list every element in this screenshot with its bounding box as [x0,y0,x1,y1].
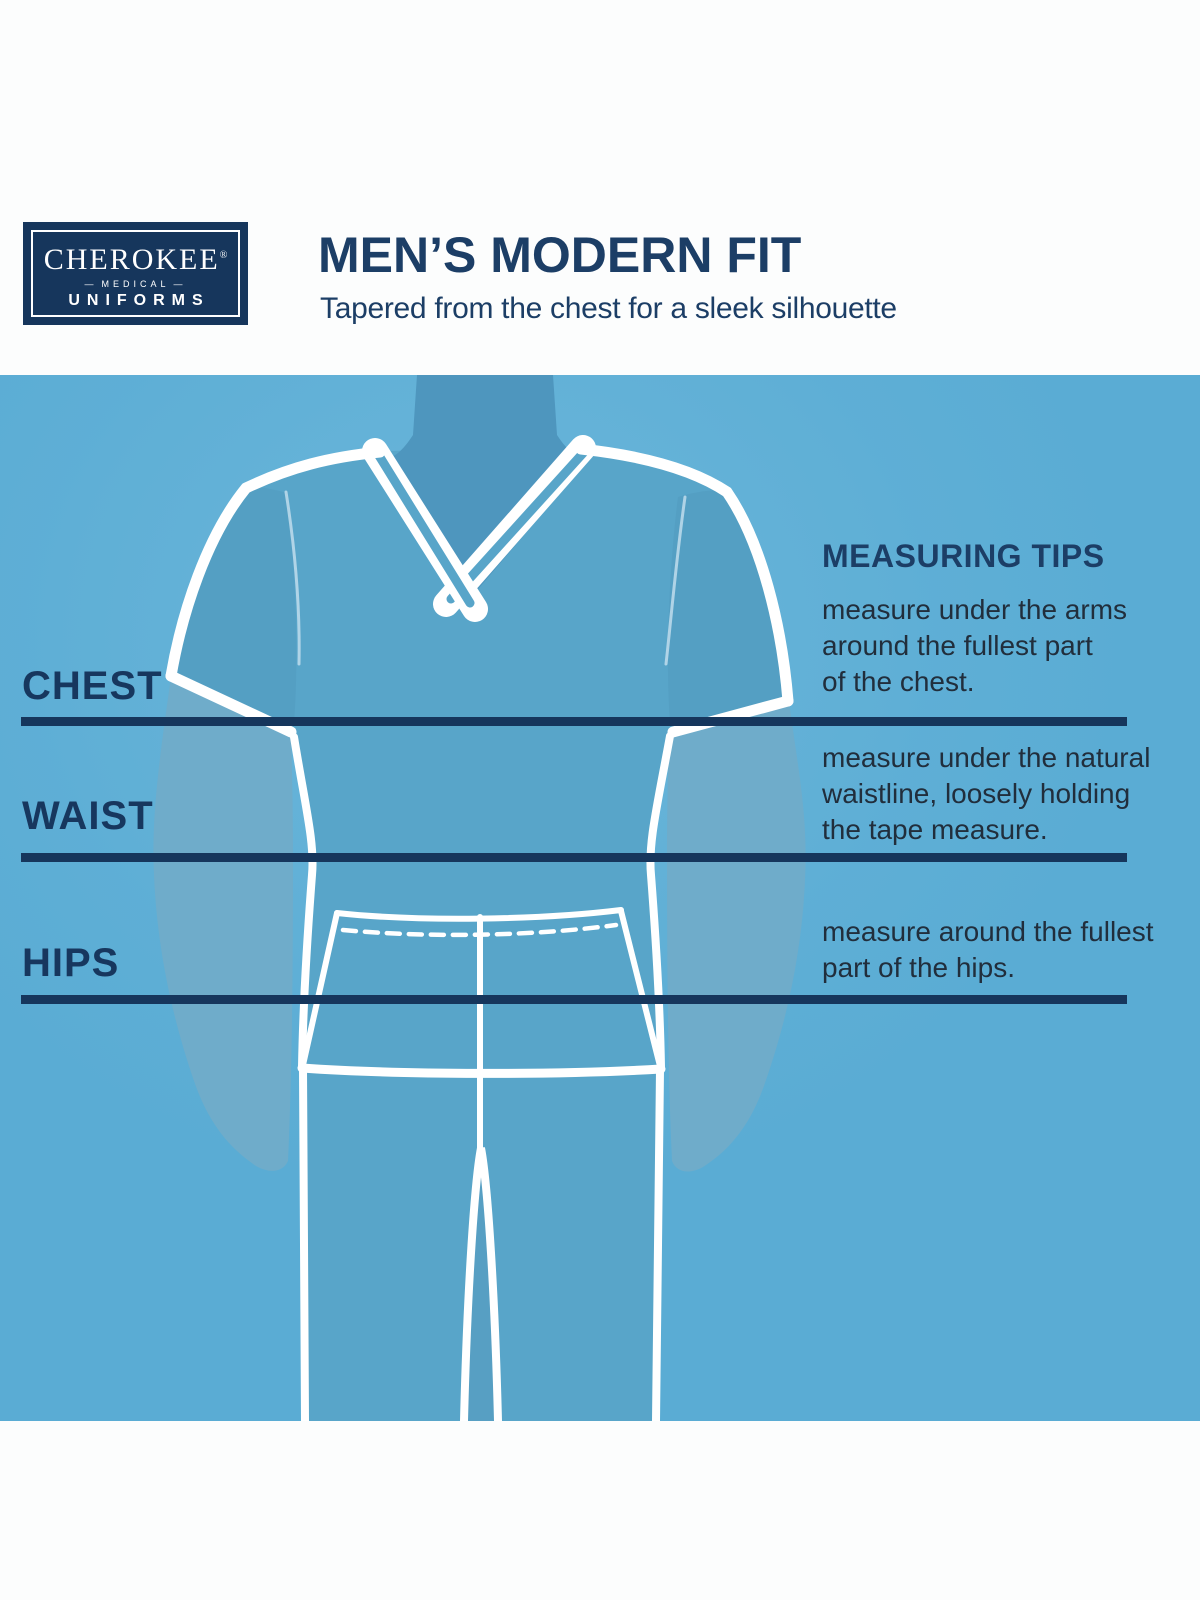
logo-dash-right: — [173,279,187,289]
waist-measure-line [21,853,1127,862]
hips-measure-line [21,995,1127,1004]
cherokee-logo [23,222,248,325]
hips-label: HIPS [22,941,120,985]
tip-line: measure under the natural [822,742,1151,773]
chest-label: CHEST [22,664,163,708]
logo-medical-row [84,279,186,289]
measuring-tips-heading: MEASURING TIPS [822,538,1105,574]
chest-measure-line [21,717,1127,726]
tip-line: part of the hips. [822,952,1016,983]
tip-line: waistline, loosely holding [822,778,1131,809]
logo-brand-word: CHEROKEE [43,243,220,276]
right-leg-outer-line [656,1070,660,1421]
registered-trademark-icon: ® [219,250,228,261]
logo-uniforms-label: UNIFORMS [68,292,210,309]
hips-tip-text [822,914,1154,986]
waist-label: WAIST [22,794,154,838]
tip-line: around the fullest part [822,630,1093,661]
tip-line: of the chest. [822,666,975,697]
waist-tip-text [822,740,1150,848]
page-title: MEN’S MODERN FIT [318,227,802,283]
logo-brand-text [44,241,228,275]
chest-tip-text [822,592,1127,700]
tip-line: the tape measure. [822,814,1048,845]
page-subtitle: Tapered from the chest for a sleek silhouette [320,292,897,325]
size-diagram-panel [0,375,1200,1421]
scrubs-figure-illustration [0,375,1200,1421]
left-leg-outer-line [303,1069,305,1421]
tip-line: measure around the fullest [822,916,1154,947]
logo-medical-label: MEDICAL [101,279,170,289]
logo-dash-left: — [84,279,98,289]
tip-line: measure under the arms [822,594,1128,625]
